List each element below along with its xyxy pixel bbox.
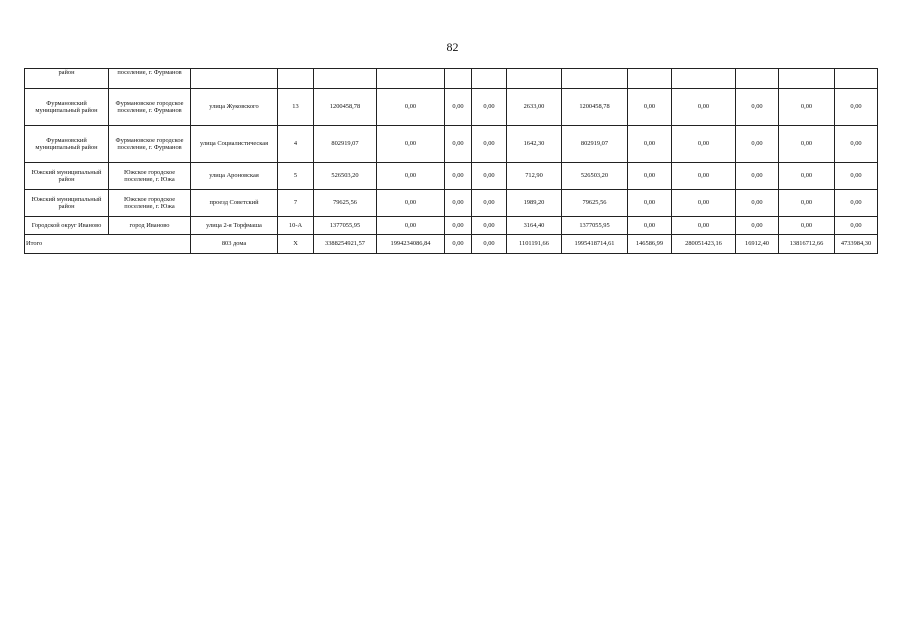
street-cell: улица 2-я Торфмаша [191,217,278,235]
value-cell: 0,00 [672,163,736,190]
value-cell: 712,90 [507,163,562,190]
table-row [25,163,878,190]
total-value-cell: 1101191,66 [507,235,562,254]
value-cell: 0,00 [445,163,472,190]
value-cell [779,69,835,89]
value-cell [314,69,377,89]
value-cell: 0,00 [445,126,472,163]
house-cell [278,69,314,89]
settlement-cell: Южское городское поселение, г. Южа [109,163,191,190]
value-cell: 0,00 [472,163,507,190]
house-cell: 13 [278,89,314,126]
street-cell: улица Социалистическая [191,126,278,163]
value-cell: 0,00 [835,190,878,217]
total-value-cell: 0,00 [472,235,507,254]
value-cell [507,69,562,89]
house-cell: 5 [278,163,314,190]
value-cell: 79625,56 [314,190,377,217]
value-cell: 0,00 [835,89,878,126]
house-cell: 10-А [278,217,314,235]
total-houses: 803 дома [191,235,278,254]
value-cell: 0,00 [628,190,672,217]
value-cell: 0,00 [472,190,507,217]
value-cell: 0,00 [779,190,835,217]
value-cell: 0,00 [736,217,779,235]
table-row [25,217,878,235]
value-cell: 0,00 [779,126,835,163]
house-cell: 4 [278,126,314,163]
total-value-cell: 3388254921,57 [314,235,377,254]
value-cell: 0,00 [377,190,445,217]
value-cell: 1200458,78 [562,89,628,126]
value-cell: 0,00 [779,89,835,126]
value-cell: 0,00 [472,126,507,163]
value-cell: 79625,56 [562,190,628,217]
street-cell: проезд Советский [191,190,278,217]
value-cell: 0,00 [628,126,672,163]
value-cell: 526503,20 [562,163,628,190]
value-cell: 0,00 [835,126,878,163]
page-number: 82 [446,40,459,54]
value-cell: 2633,00 [507,89,562,126]
street-cell [191,69,278,89]
settlement-cell: город Иваново [109,217,191,235]
street-cell: улица Жуковского [191,89,278,126]
value-cell: 0,00 [377,217,445,235]
value-cell: 0,00 [377,89,445,126]
value-cell: 0,00 [628,217,672,235]
value-cell: 0,00 [672,126,736,163]
value-cell: 1642,30 [507,126,562,163]
total-value-cell: 13816712,66 [779,235,835,254]
value-cell: 3164,40 [507,217,562,235]
value-cell: 0,00 [672,190,736,217]
value-cell: 0,00 [835,163,878,190]
value-cell: 0,00 [779,217,835,235]
value-cell [672,69,736,89]
value-cell: 0,00 [672,89,736,126]
value-cell: 802919,07 [562,126,628,163]
total-row [25,235,878,254]
district-cell: Городской округ Иваново [25,217,109,235]
district-cell: район [25,69,109,89]
settlement-cell: Южское городское поселение, г. Южа [109,190,191,217]
value-cell: 0,00 [628,163,672,190]
total-value-cell: 280051423,16 [672,235,736,254]
total-value-cell: 16912,40 [736,235,779,254]
settlement-cell: Фурмановское городское поселение, г. Фурманов [109,126,191,163]
value-cell: 526503,20 [314,163,377,190]
value-cell: 802919,07 [314,126,377,163]
value-cell [628,69,672,89]
value-cell: 0,00 [779,163,835,190]
total-value-cell: 4733984,30 [835,235,878,254]
total-value-cell: 1994234086,84 [377,235,445,254]
value-cell [445,69,472,89]
value-cell [835,69,878,89]
table-row [25,89,878,126]
table-row [25,126,878,163]
value-cell: 0,00 [472,217,507,235]
value-cell: 0,00 [377,163,445,190]
total-mark: Х [278,235,314,254]
value-cell: 0,00 [472,89,507,126]
value-cell: 0,00 [835,217,878,235]
value-cell: 1377055,95 [562,217,628,235]
value-cell: 0,00 [736,190,779,217]
value-cell: 0,00 [628,89,672,126]
total-value-cell: 0,00 [445,235,472,254]
value-cell: 1989,20 [507,190,562,217]
value-cell: 0,00 [445,217,472,235]
value-cell: 0,00 [672,217,736,235]
value-cell: 0,00 [736,89,779,126]
value-cell [562,69,628,89]
total-label: Итого [25,235,191,254]
street-cell: улица Ароновская [191,163,278,190]
value-cell: 1200458,78 [314,89,377,126]
value-cell: 1377055,95 [314,217,377,235]
value-cell: 0,00 [445,190,472,217]
table-row [25,69,878,89]
value-cell: 0,00 [736,126,779,163]
value-cell: 0,00 [736,163,779,190]
housing-register-table [24,68,878,254]
district-cell: Южский муниципальный район [25,163,109,190]
settlement-cell: поселение, г. Фурманов [109,69,191,89]
value-cell [736,69,779,89]
settlement-cell: Фурмановское городское поселение, г. Фурманов [109,89,191,126]
district-cell: Фурмановский муниципальный район [25,126,109,163]
table-row [25,190,878,217]
total-value-cell: 1995418714,61 [562,235,628,254]
value-cell [377,69,445,89]
total-value-cell: 146586,99 [628,235,672,254]
district-cell: Фурмановский муниципальный район [25,89,109,126]
house-cell: 7 [278,190,314,217]
value-cell [472,69,507,89]
value-cell: 0,00 [445,89,472,126]
value-cell: 0,00 [377,126,445,163]
district-cell: Южский муниципальный район [25,190,109,217]
